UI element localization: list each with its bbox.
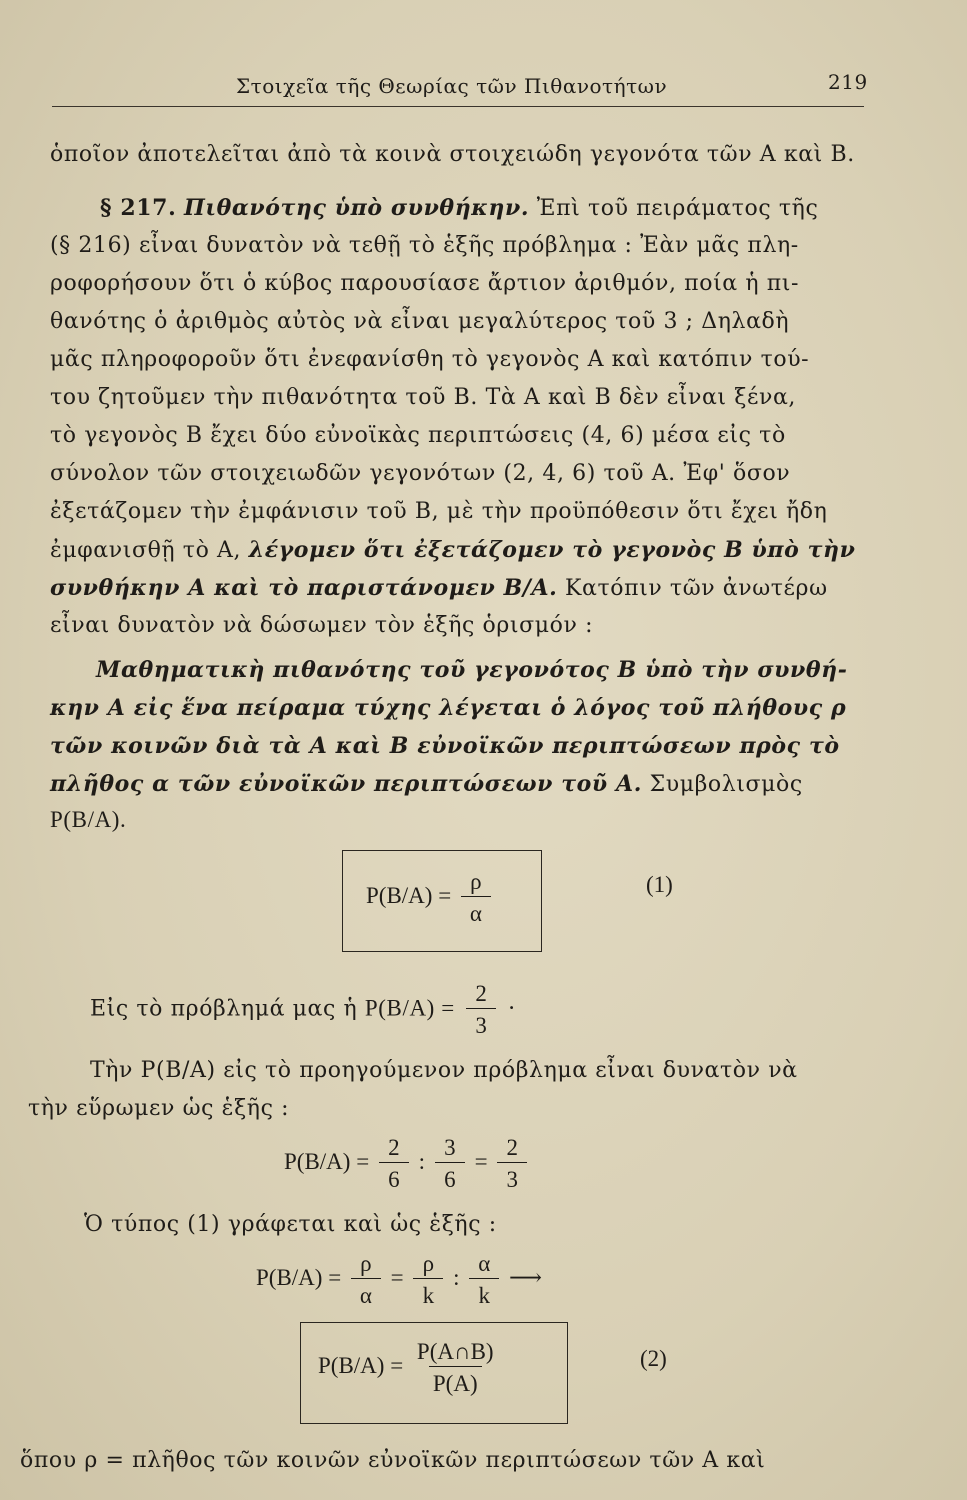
text-span: · [508,996,516,1022]
running-title: Στοιχεῖα τῆς Θεωρίας τῶν Πιθανοτήτων [236,74,668,98]
denominator: 6 [435,1162,465,1191]
text-line: σύνολον τῶν στοιχειωδῶν γεγονότων (2, 4, 6) τοῦ Α. Ἐφ' ὅσον [50,461,791,486]
fraction [351,1252,381,1307]
text-line: ὅπου ρ = πλῆθος τῶν κοινῶν εὐνοϊκῶν περιπτώσεων τῶν Α καὶ [20,1448,766,1473]
denominator: P(A) [429,1366,482,1395]
text-span: Κατόπιν τῶν ἀνωτέρω [564,576,828,601]
page-number: 219 [828,70,868,94]
eq-lhs: P(B/A) = [318,1352,404,1378]
text-line [50,537,856,563]
text-line: θανότης ὁ ἀριθμὸς αὐτὸς νὰ εἶναι μεγαλύτερος τοῦ 3 ; Δηλαδὴ [50,309,790,334]
denominator: α [351,1278,381,1307]
denominator: k [469,1278,499,1307]
problem-line [90,982,516,1037]
equation-2 [318,1340,502,1395]
italic-span: λέγομεν ὅτι ἐξετάζομεν τὸ γεγονὸς Β ὑπὸ τὴν [248,537,856,563]
fraction [413,1252,443,1307]
text-line [50,575,828,601]
text-line: τὸ γεγονὸς Β ἔχει δύο εὐνοϊκὰς περιπτώσεις (4, 6) μέσα εἰς τὸ [50,423,786,448]
text-line: του ζητοῦμεν τὴν πιθανότητα τοῦ Β. Τὰ Α καὶ Β δὲν εἶναι ξένα, [50,385,796,410]
text-span: Ἐπὶ τοῦ πειράματος τῆς [536,196,819,221]
text-span: Συμβολισμὸς [649,772,803,797]
text-line: μᾶς πληροφοροῦν ὅτι ἐνεφανίσθη τὸ γεγονὸς Α καὶ κατόπιν τού- [50,347,810,372]
equation-1 [366,870,495,925]
numerator: 3 [444,1135,456,1160]
text-span: ἐμφανισθῇ τὸ Α, [50,538,242,563]
definition-line: τῶν κοινῶν διὰ τὰ Α καὶ Β εὐνοϊκῶν περιπτώσεων πρὸς τὸ [50,733,840,759]
text-line: εἶναι δυνατὸν νὰ δώσωμεν τὸν ἑξῆς ὁρισμόν : [50,613,594,638]
numerator: ρ [360,1251,372,1276]
numerator: 2 [388,1135,400,1160]
header-rule [52,106,864,107]
definition-line [50,771,803,797]
text-line: ροφορήσουν ὅτι ὁ κύβος παρουσίασε ἄρτιον ἀριθμόν, ποία ἡ πι- [50,271,800,296]
fraction [379,1136,409,1191]
text-line: (§ 216) εἶναι δυνατὸν νὰ τεθῇ τὸ ἑξῆς πρόβλημα : Ἐὰν μᾶς πλη- [50,233,799,258]
text-line: ἐξετάζομεν τὴν ἐμφάνισιν τοῦ Β, μὲ τὴν προϋπόθεσιν ὅτι ἔχει ἤδη [50,499,828,524]
fraction [435,1136,465,1191]
equation-calc [284,1136,531,1191]
equation-label-2: (2) [640,1346,667,1371]
numerator: P(A∩B) [416,1339,494,1364]
section-number: § 217. [100,195,177,221]
italic-span: πλῆθος α τῶν εὐνοϊκῶν περιπτώσεων τοῦ Α. [50,771,642,797]
operator: : [453,1264,460,1290]
text-span: Εἰς τὸ πρόβλημά μας ἡ [90,996,358,1022]
eq-lhs: P(B/A) = [366,882,452,908]
text-line: Τὴν P(B/A) εἰς τὸ προηγούμενον πρόβλημα εἶναι δυνατὸν νὰ [90,1058,798,1083]
operator: : [418,1148,426,1174]
numerator: 2 [506,1135,519,1160]
equation-label-1: (1) [646,872,673,897]
denominator: 3 [497,1162,527,1191]
denominator: 6 [379,1162,409,1191]
fraction [413,1340,498,1395]
symbol-line: P(B/A). [50,807,127,832]
numerator: 2 [475,981,488,1006]
fraction [466,982,496,1037]
fraction [461,870,491,925]
eq-lhs: P(B/A) = [364,995,455,1021]
section-title: Πιθανότης ὑπὸ συνθήκην. [183,195,530,221]
fraction [497,1136,527,1191]
italic-span: συνθήκην Α καὶ τὸ παριστάνομεν Β/Α. [50,575,558,601]
eq-lhs: P(B/A) = [284,1148,370,1174]
section-heading [100,195,818,221]
definition-line: Μαθηματικὴ πιθανότης τοῦ γεγονότος Β ὑπὸ τὴν συνθή- [96,657,848,683]
denominator: 3 [466,1008,496,1037]
definition-line: κην Α εἰς ἕνα πείραμα τύχης λέγεται ὁ λόγος τοῦ πλήθους ρ [50,695,847,721]
fraction [469,1252,499,1307]
equation-alt [256,1252,542,1307]
operator: = [390,1264,404,1290]
eq-lhs: P(B/A) = [256,1264,342,1290]
numerator: ρ [422,1251,435,1276]
operator: = [474,1148,488,1174]
numerator: α [478,1251,491,1276]
denominator: k [413,1278,443,1307]
text-line: ὁποῖον ἀποτελεῖται ἀπὸ τὰ κοινὰ στοιχειώδη γεγονότα τῶν Α καὶ Β. [50,142,855,167]
text-line: Ὁ τύπος (1) γράφεται καὶ ὡς ἑξῆς : [84,1212,497,1237]
numerator: ρ [470,869,482,894]
denominator: α [461,896,491,925]
text-line: τὴν εὕρωμεν ὡς ἑξῆς : [28,1096,290,1121]
arrow-icon: ⟶ [509,1264,543,1290]
